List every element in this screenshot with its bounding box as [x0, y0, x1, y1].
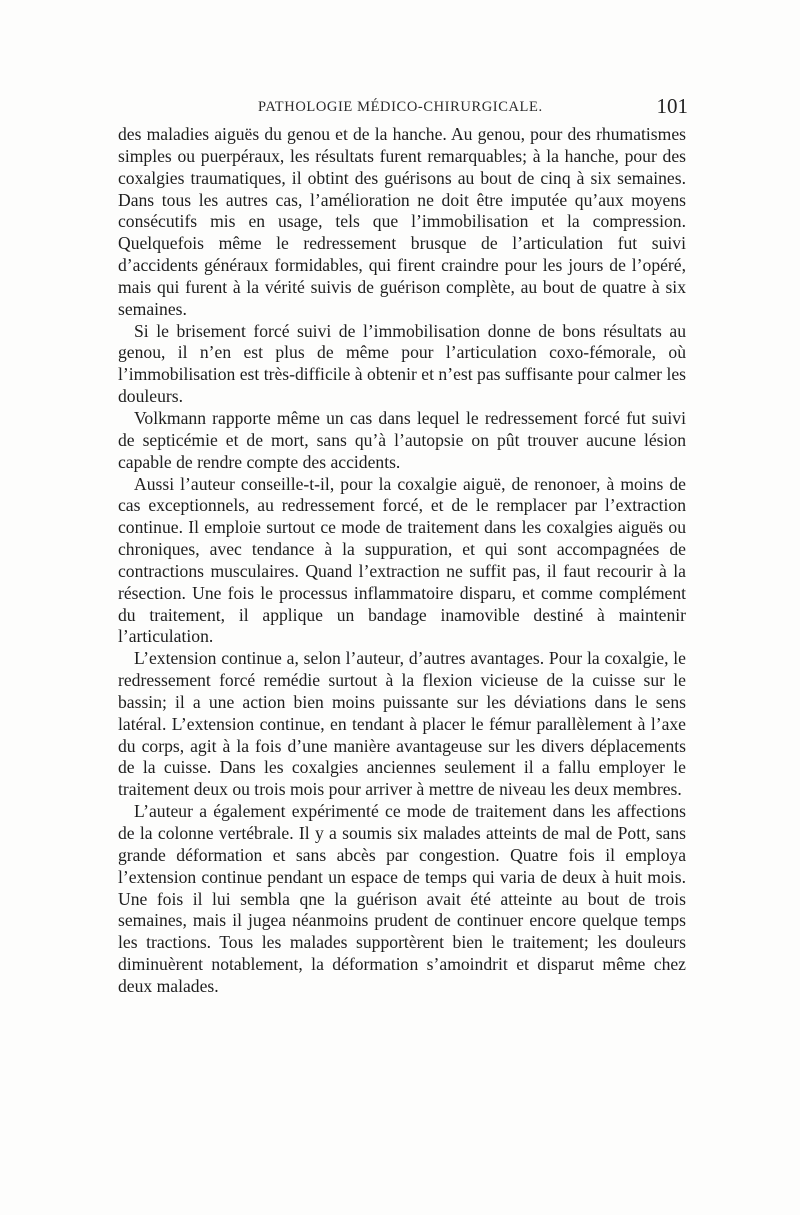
paragraph-coxalgie-aigue: Aussi l’auteur conseille-t-il, pour la coxalgie aiguë, de renonoer, à moins de cas exceptionnels, au redressement forcé, et de le remplacer par l’extraction continue. Il emploie surtout ce mode de traitement dans les coxalgies aiguës ou chroniques, avec tendance à la suppuration, et qui sont accompagnées de contractions musculaires. Quand l’extraction ne suffit pas, il faut recourir à la résection. Une fois le processus inflammatoire disparu, et comme complément du traitement, il applique un bandage inamovible destiné à maintenir l’articulation. — [118, 473, 686, 647]
paragraph-colonne-vertebrale: L’auteur a également expérimenté ce mode de traitement dans les affections de la colonne vertébrale. Il y a soumis six malades atteints de mal de Pott, sans grande déformation et sans abcès par congestion. Quatre fois il employa l’extension continue pendant un espace de temps qui varia de deux à huit mois. Une fois il lui sembla qne la guérison avait été atteinte au bout de trois semaines, mais il jugea néanmoins prudent de continuer encore quelque temps les tractions. Tous les malades supportèrent bien le traitement; les douleurs diminuèrent notablement, la déformation s’amoindrit et disparut même chez deux malades. — [118, 801, 686, 996]
body-text — [118, 124, 686, 998]
running-title: PATHOLOGIE MÉDICO-CHIRURGICALE. — [258, 99, 543, 115]
paragraph-continuation: des maladies aiguës du genou et de la hanche. Au genou, pour des rhumatismes simples ou puerpéraux, les résultats furent remarquables; à la hanche, pour des coxalgies traumatiques, il obtint des guérisons au bout de cinq à six semaines. Dans tous les autres cas, l’amélioration ne doit être imputée qu’aux moyens consécutifs mis en usage, tels que l’immobilisation et la compression. Quelquefois même le redressement brusque de l’articulation fut suivi d’accidents généraux formidables, qui firent craindre pour les jours de l’opéré, mais qui furent à la vérité suivis de guérison complète, au bout de quatre à six semaines. — [118, 124, 686, 319]
paragraph-extension-continue: L’extension continue a, selon l’auteur, d’autres avantages. Pour la coxalgie, le redressement forcé remédie surtout à la flexion vicieuse de la cuisse sur le bassin; il a une action bien moins puissante sur les déviations dans le sens latéral. L’extension continue, en tendant à placer le fémur parallèlement à l’axe du corps, agit à la fois d’une manière avantageuse sur les divers déplacements de la cuisse. Dans les coxalgies anciennes seulement il a fallu employer le traitement deux ou trois mois pour arriver à mettre de niveau les deux membres. — [118, 648, 686, 800]
paragraph-brisement-force: Si le brisement forcé suivi de l’immobilisation donne de bons résultats au genou, il n’en est plus de même pour l’articulation coxo-fémorale, où l’immobilisation est très-difficile à obtenir et n’est pas suffisante pour calmer les douleurs. — [118, 320, 686, 407]
page-number: 101 — [656, 94, 688, 118]
running-head — [118, 96, 688, 120]
paragraph-volkmann: Volkmann rapporte même un cas dans lequel le redressement forcé fut suivi de septicémie et de mort, sans qu’à l’autopsie on pût trouver aucune lésion capable de rendre compte des accidents. — [118, 407, 686, 472]
